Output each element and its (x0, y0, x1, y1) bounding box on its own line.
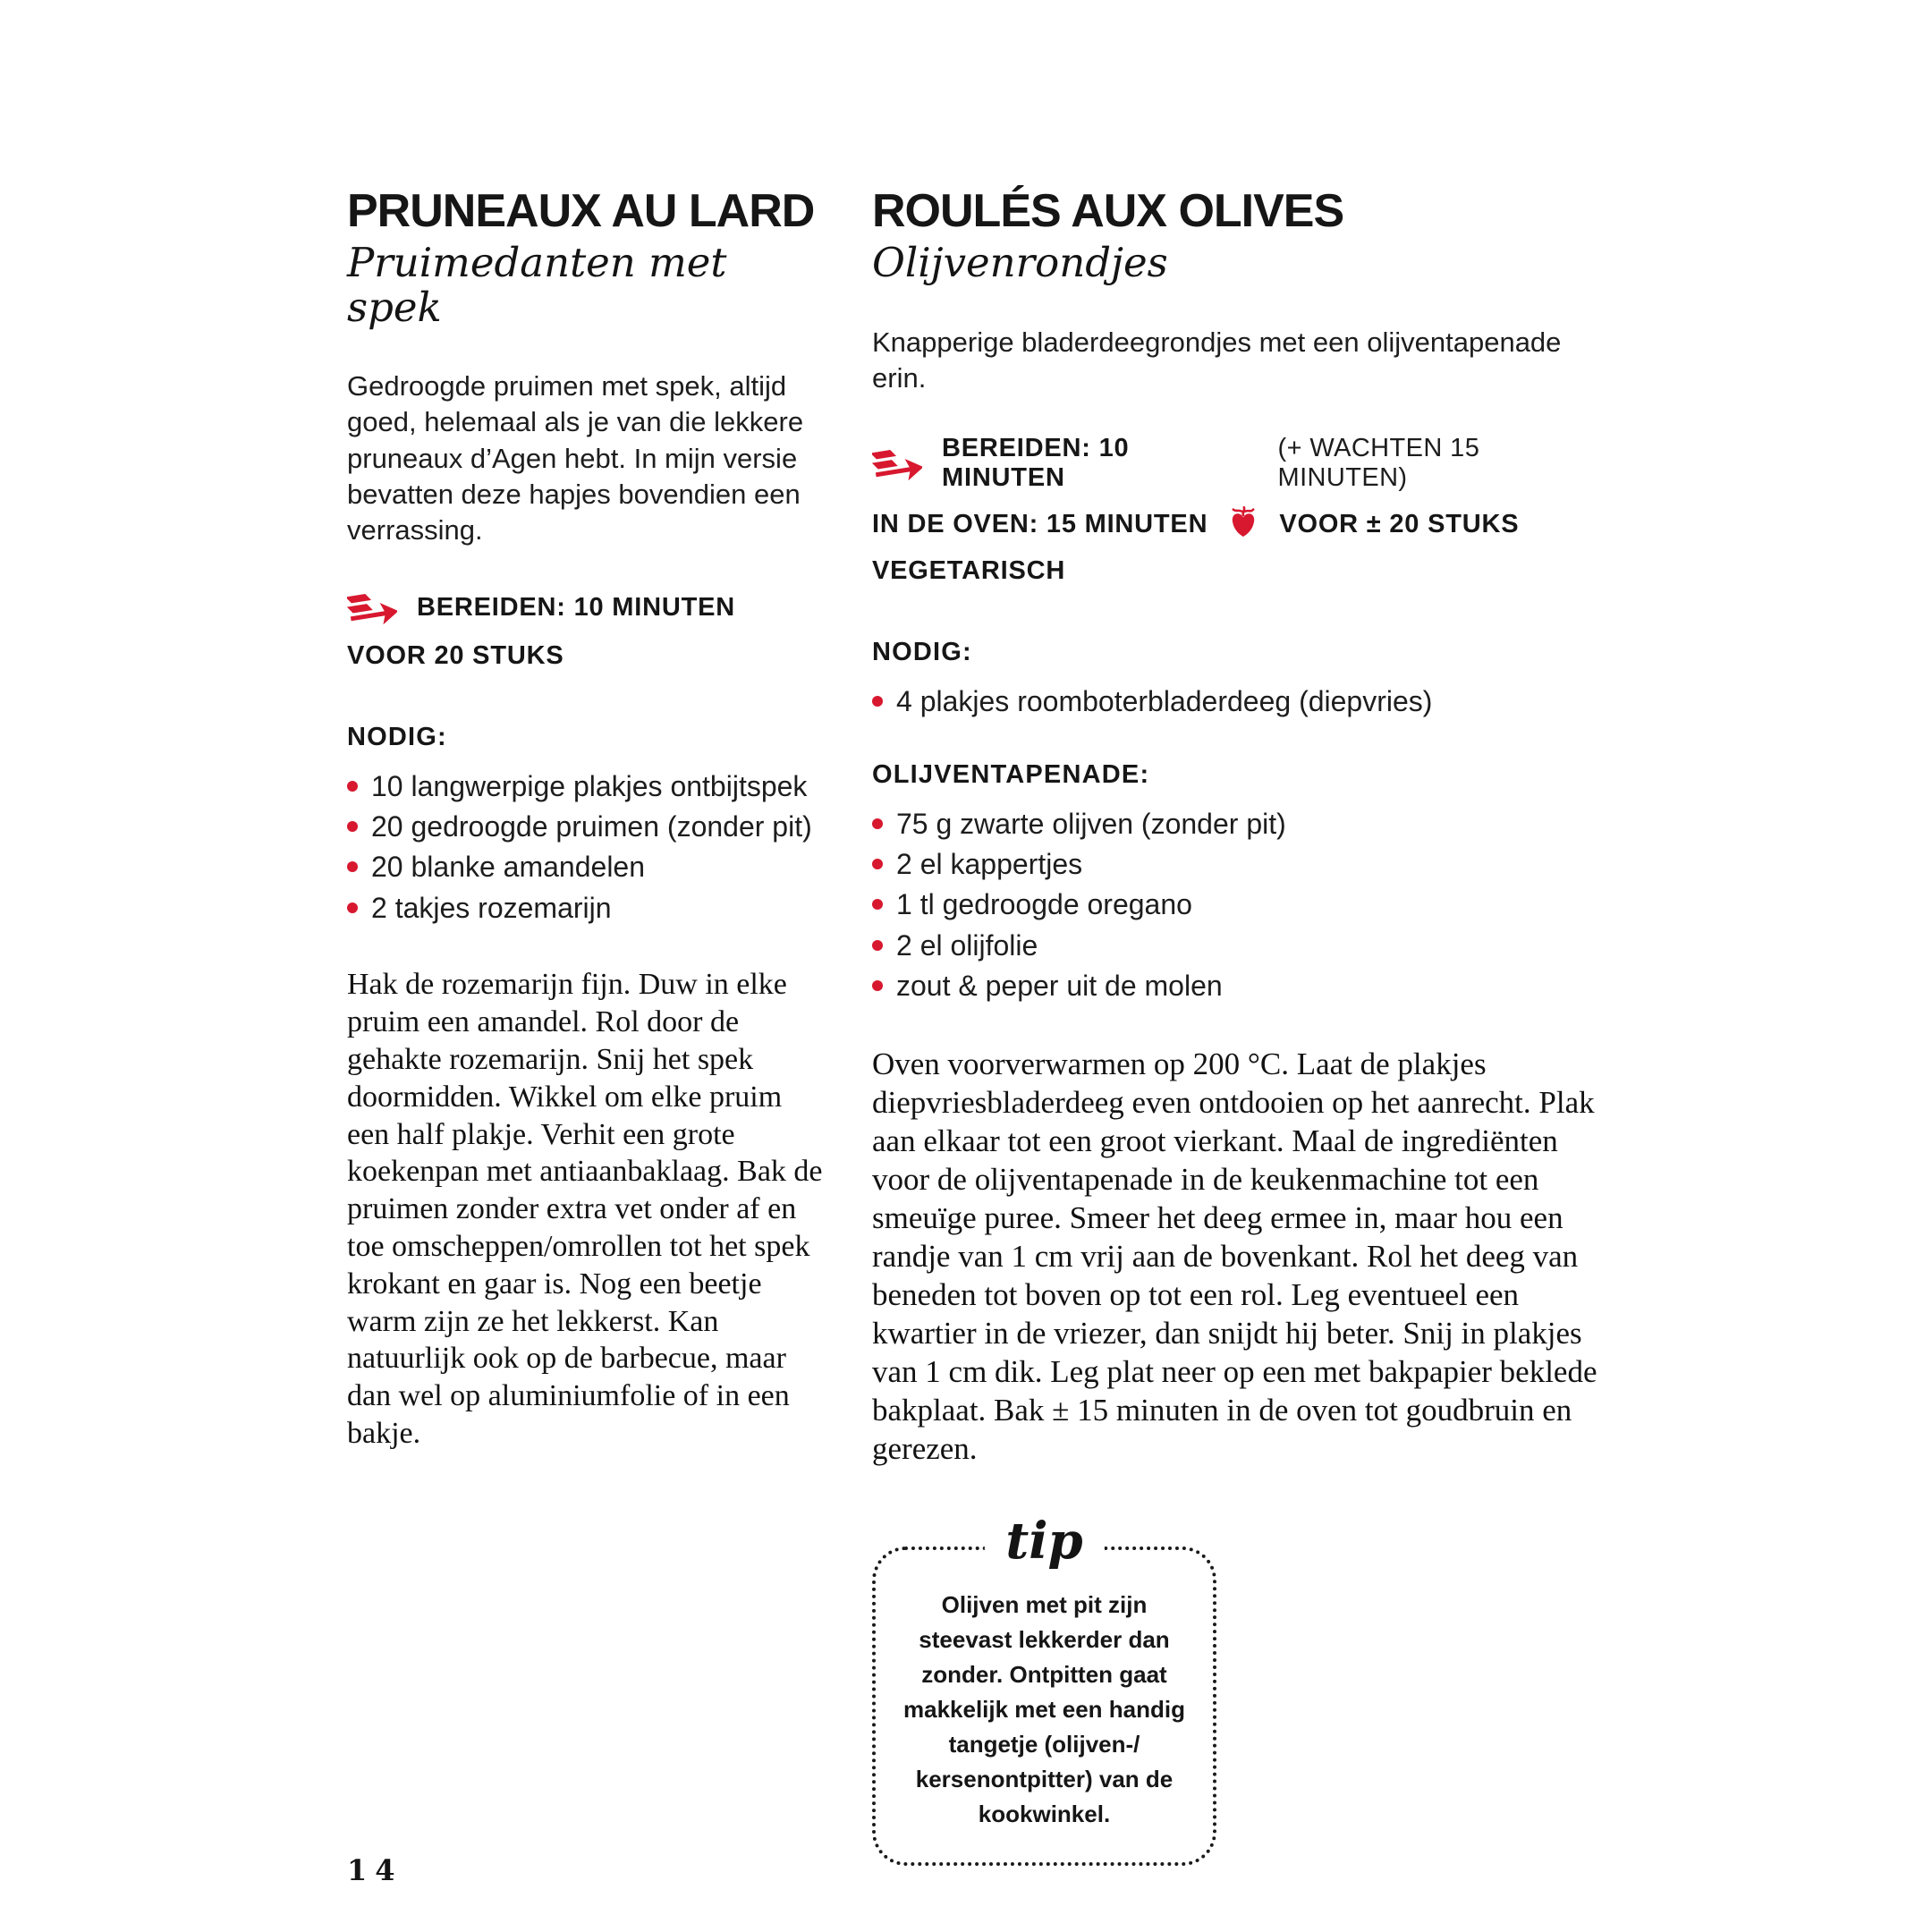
bullet-icon (872, 818, 883, 829)
list-item: 10 langwerpige plakjes ontbijtspek (347, 767, 830, 807)
tapenade-ingredients-list (872, 804, 1614, 1007)
right-recipe-intro: Knapperige bladerdeegrondjes met een olijventapenade erin. (872, 326, 1562, 394)
left-prep-label: BEREIDEN: 10 MINUTEN (417, 592, 735, 622)
right-yield-label: VOOR ± 20 STUKS (1279, 510, 1520, 539)
list-item: zout & peper uit de molen (872, 966, 1614, 1006)
left-yield-label: VOOR 20 STUKS (347, 640, 564, 670)
bullet-icon (872, 940, 883, 951)
list-item: 2 el olijfolie (872, 926, 1614, 966)
left-recipe-method: Hak de rozemarijn fijn. Duw in elke pruim een amandel. Rol door de gehakte rozemarijn. Snij het spek doormidden. Wikkel om elke pruim een half plakje. Verhit een grote koekenpan met antiaanbaklaag. Bak de pruimen zonder extra vet onder af en toe omscheppen/omrollen tot het spek krokant en gaar is. Nog een beetje warm zijn ze het lekkerst. Kan natuurlijk ook op de barbecue, maar dan wel op aluminiumfolie of in een bakje. (347, 968, 823, 1451)
right-recipe-title: ROULÉS AUX OLIVES (872, 185, 1344, 237)
right-recipe-subtitle: Olijvenrondjes (872, 239, 1168, 287)
list-item: 75 g zwarte olijven (zonder pit) (872, 804, 1614, 844)
bullet-icon (872, 859, 883, 869)
left-recipe-intro: Gedroogde pruimen met spek, altijd goed, helemaal als je van die lekkere pruneaux d’Agen hebt. In mijn versie bevatten deze hapjes bovendien een verrassing. (347, 370, 804, 547)
bullet-icon (347, 861, 358, 872)
tip-text: Olijven met pit zijn steevast lekkerder dan zonder. Ontpitten gaat makkelijk met een handig tangetje (olijven-/ kersenontpitter) van de kookwinkel. (902, 1591, 1185, 1828)
left-ingredients-heading: NODIG: (347, 722, 447, 751)
right-prep-note: (+ WACHTEN 15 MINUTEN) (1277, 434, 1480, 493)
left-recipe-meta (347, 587, 830, 671)
right-oven-label: IN DE OVEN: 15 MINUTEN (872, 510, 1208, 539)
arrow-icon (347, 587, 397, 629)
tip-box (872, 1512, 1216, 1866)
list-item: 1 tl gedroogde oregano (872, 885, 1614, 925)
right-recipe-column (872, 185, 1614, 1866)
left-recipe-column (347, 185, 830, 1453)
right-recipe-meta (872, 434, 1614, 586)
list-item: 2 el kappertjes (872, 844, 1614, 885)
bullet-icon (872, 696, 883, 707)
right-recipe-method: Oven voorverwarmen op 200 °C. Laat de plakjes diepvriesbladerdeeg even ontdooien op het aanrecht. Plak aan elkaar tot een groot vierkant. Maal de ingrediënten voor de olijventapenade in de keukenmachine tot een smeuïge puree. Smeer het deeg ermee in, maar hou een randje van 1 cm vrij aan de bovenkant. Rol het deeg van beneden tot boven op tot een rol. Leg eventueel een kwartier in de vriezer, dan snijdt hij beter. Snij in plakjes van 1 cm dik. Leg plat neer op een met bakpapier beklede bakplaat. Bak ± 15 minuten in de oven tot goudbruin en gerezen. (872, 1046, 1597, 1467)
left-ingredients-list (347, 767, 830, 929)
left-recipe-title: PRUNEAUX AU LARD (347, 185, 815, 237)
list-item: 20 blanke amandelen (347, 847, 830, 887)
right-prep-label: BEREIDEN: 10 MINUTEN (942, 434, 1130, 493)
tomato-icon (1227, 505, 1259, 544)
bullet-icon (872, 980, 883, 991)
bullet-icon (347, 821, 358, 832)
tapenade-heading: OLIJVENTAPENADE: (872, 759, 1150, 789)
list-item: 20 gedroogde pruimen (zonder pit) (347, 807, 830, 847)
right-diet-label: VEGETARISCH (872, 556, 1066, 586)
left-recipe-subtitle: Pruimedanten met spek (347, 239, 727, 331)
list-item: 2 takjes rozemarijn (347, 888, 830, 928)
list-item: 4 plakjes roomboterbladerdeeg (diepvries) (872, 682, 1614, 722)
bullet-icon (872, 899, 883, 910)
tip-label: tip (984, 1514, 1104, 1570)
arrow-icon (872, 443, 922, 485)
right-ingredients-heading: NODIG: (872, 638, 972, 667)
bullet-icon (347, 781, 358, 792)
page-number: 14 (347, 1853, 403, 1887)
right-ingredients-list (872, 682, 1614, 722)
bullet-icon (347, 902, 358, 913)
